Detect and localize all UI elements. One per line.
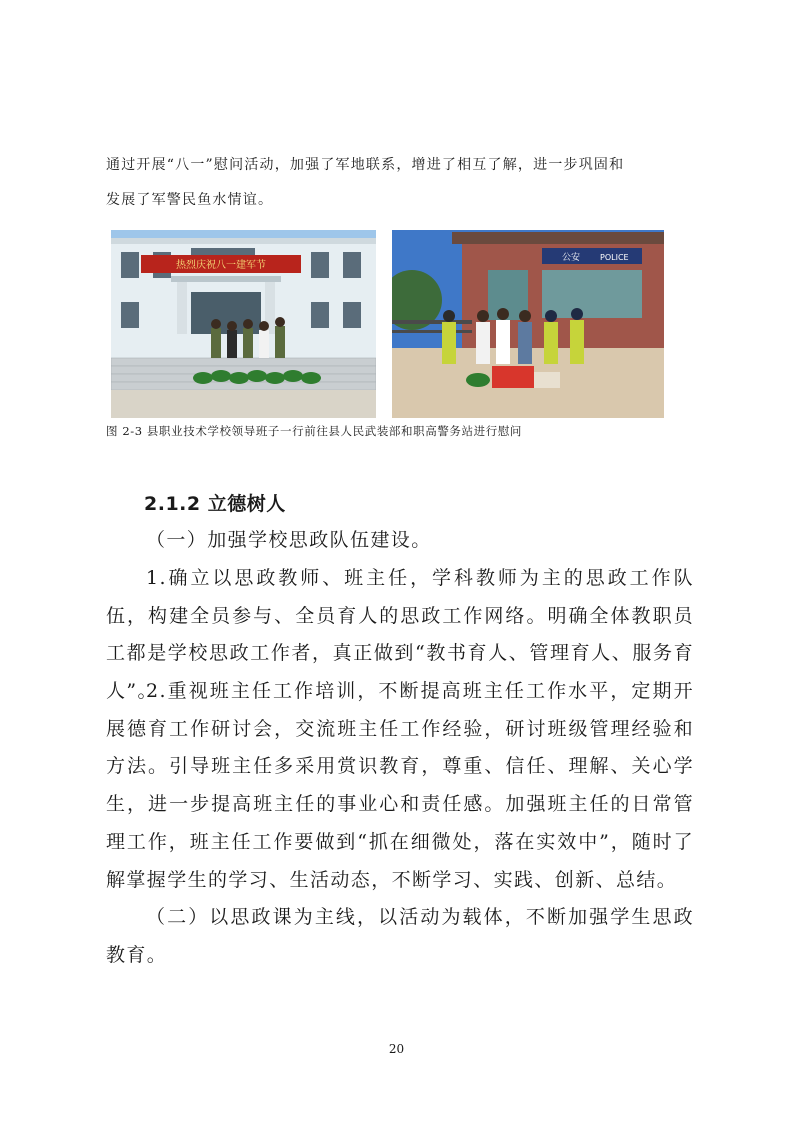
section-heading: 2.1.2 立德树人 (144, 493, 286, 515)
paragraph-1: （一）加强学校思政队伍建设。 (146, 529, 432, 551)
police-sign-cn: 公安 (562, 253, 581, 263)
photo-police-station (392, 230, 664, 418)
paragraph-2: 1.确立以思政教师、班主任，学科教师为主的思政工作队伍，构建全员参与、全员育人的思政工作网络。明确全体教职员工都是学校思政工作者，真正做到“教书育人、管理育人、服务育人”。 (106, 567, 694, 703)
intro-line-1: 通过开展“八一”慰问活动，加强了军地联系，增进了相互了解，进一步巩固和 (106, 157, 625, 173)
banner-text: 热烈庆祝八一建军节 (176, 260, 266, 271)
police-sign-en: POLICE (600, 253, 629, 262)
intro-line-2: 发展了军警民鱼水情谊。 (106, 192, 274, 208)
figure-caption: 图 2-3 县职业技术学校领导班子一行前往县人民武装部和职高警务站进行慰问 (106, 424, 523, 438)
paragraph-4: （二）以思政课为主线，以活动为载体，不断加强学生思政教育。 (106, 906, 694, 966)
page-number: 20 (388, 1042, 405, 1056)
paragraph-3: 2.重视班主任工作培训，不断提高班主任工作水平，定期开展德育工作研讨会，交流班主任工作经验，研讨班级管理经验和方法。引导班主任多采用赏识教育，尊重、信任、理解、关心学生，进一步提高班主任的事业心和责任感。加强班主任的日常管理工作，班主任工作要做到“抓在细微处，落在实效中”，随时了解掌握学生的学习、生活动态，不断学习、实践、创新、总结。 (106, 680, 694, 891)
photo-armed-forces-department (111, 230, 376, 418)
